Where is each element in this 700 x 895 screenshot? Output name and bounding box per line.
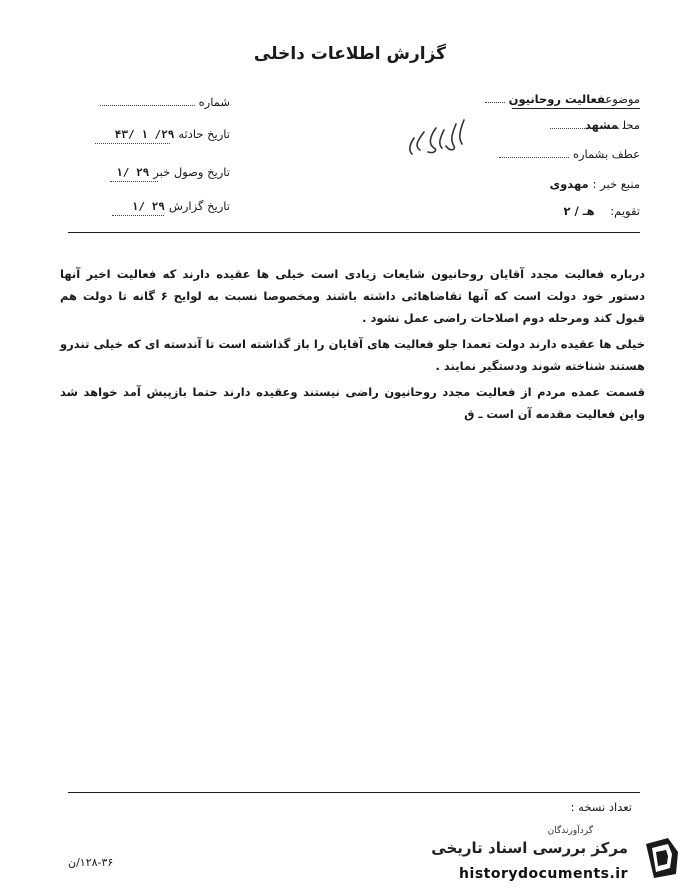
received-date-underline xyxy=(110,181,158,182)
incident-date-underline xyxy=(95,143,170,144)
received-date-value: ۲۹ /۱ xyxy=(116,166,150,179)
location-value: مشهد xyxy=(584,118,619,132)
evaluation-field xyxy=(563,204,640,218)
evaluation-label: تقویم: xyxy=(610,204,640,218)
source-value: مهدوی xyxy=(549,177,589,191)
incident-date-field xyxy=(115,127,230,141)
watermark-url: historydocuments.ir xyxy=(459,866,628,882)
page-title: گزارش اطلاعات داخلی xyxy=(253,44,447,64)
archive-logo-icon xyxy=(638,834,686,882)
evaluation-value: هـ / ۲ xyxy=(563,204,595,218)
header-divider xyxy=(68,232,640,233)
report-date-value: ۲۹ /۱ xyxy=(131,200,165,213)
subject-underline xyxy=(512,108,640,109)
incident-date-label: تاریخ حادثه xyxy=(178,127,230,141)
number-label: شماره xyxy=(198,95,230,109)
location-label: محل xyxy=(622,118,640,132)
watermark-title: مرکز بررسی اسناد تاریخی xyxy=(431,839,628,857)
watermark-text xyxy=(431,826,628,857)
received-date-label: تاریخ وصول خبر xyxy=(153,165,230,179)
report-body xyxy=(60,263,645,425)
reference-field xyxy=(499,147,640,161)
incident-date-value: ۲۹/ ۱ /۴۳ xyxy=(114,128,175,141)
footer-divider xyxy=(68,792,640,793)
report-date-field xyxy=(132,199,230,213)
reference-label: عطف بشماره xyxy=(572,147,640,161)
source-field xyxy=(550,177,640,191)
subject-label: موضوع xyxy=(605,92,640,106)
document-number: ۱۲۸-۳۶/ن xyxy=(68,856,114,869)
subject-value: فعالیت روحانیون xyxy=(508,92,606,106)
location-field xyxy=(550,118,640,132)
received-date-field xyxy=(116,165,230,179)
subject-field xyxy=(485,92,640,106)
handwritten-signature xyxy=(400,110,470,158)
body-paragraph-3: قسمت عمده مردم از فعالیت مجدد روحانیون راضی نیستند وعقیده دارند حتما بازپیش آمد خواهد شد واین فعالیت مقدمه آن است ـ ق xyxy=(60,385,645,421)
number-field xyxy=(100,95,230,109)
source-label: منبع خبر : xyxy=(592,177,640,191)
report-date-label: تاریخ گزارش xyxy=(168,199,230,213)
body-paragraph-1: درباره فعالیت مجدد آقایان روحانیون شایعات زیادی است خیلی ها عقیده دارند که فعالیت اخیر آنها دستور خود دولت است که آنها تقاضاهائی داشته باشند ومخصوصا نسبت به لوایح ۶ گانه تا دولت هم قبول کند ومرحله دوم اصلاحات راضی عمل نشود . xyxy=(60,267,645,325)
report-date-underline xyxy=(112,215,164,216)
body-paragraph-2: خیلی ها عقیده دارند دولت تعمدا جلو فعالیت های آقایان را باز گذاشته است تا آندسته ای که خیلی تندرو هستند شناخته شوند ودستگیر نمایند . xyxy=(60,337,645,373)
copies-label: تعداد نسخه : xyxy=(570,800,632,814)
watermark-small-text: گردآورندگان xyxy=(547,826,593,836)
